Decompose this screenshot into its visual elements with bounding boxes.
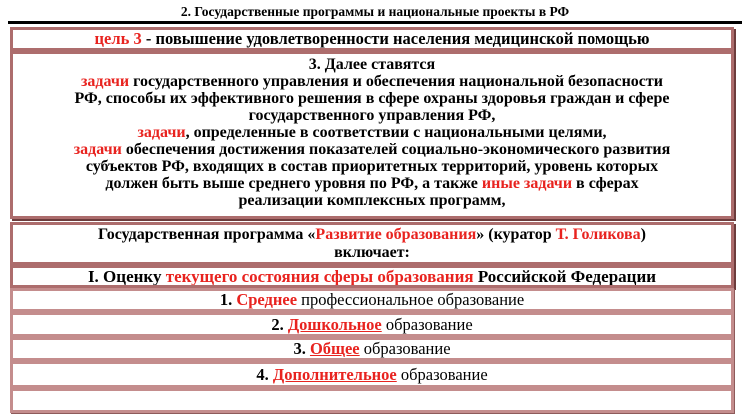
tasks-text: обеспечения достижения показателей социально-экономического развития [121, 141, 671, 158]
education-item [10, 312, 734, 337]
item-text: образование [381, 314, 473, 334]
item-keyword: Общее [309, 339, 360, 358]
item-keyword: Дошкольное [287, 314, 382, 334]
tasks-line: реализации комплексных программ, [238, 192, 506, 209]
program-text: ) [640, 225, 646, 243]
tasks-text: , определенные в соответствии с национальными целями, [185, 124, 607, 141]
task-keyword: задачи [81, 73, 130, 90]
tasks-heading: 3. Далее ставятся [308, 56, 436, 73]
assessment-panel [10, 265, 734, 288]
tasks-text: в сферах [572, 175, 639, 192]
item-keyword: Среднее [236, 290, 298, 309]
task-keyword: задачи [137, 124, 186, 141]
program-curator: Т. Голикова [555, 225, 641, 243]
slide-title: 2. Государственные программы и национальные проекты в РФ [180, 4, 570, 19]
tasks-line: РФ, способы их эффективного решения в сфере охраны здоровья граждан и сфере [74, 90, 670, 107]
item-keyword: Дополнительное [272, 364, 397, 384]
education-item [10, 337, 734, 361]
tasks-line [13, 175, 731, 192]
item-number: 2. [271, 314, 288, 334]
program-line [13, 226, 731, 244]
empty-panel [10, 388, 734, 413]
goal-panel [10, 27, 734, 51]
item-number: 4. [256, 364, 273, 384]
tasks-line [13, 141, 731, 158]
task-keyword: иные задачи [481, 175, 573, 192]
item-text: профессиональное образование [297, 290, 525, 309]
education-item [10, 361, 734, 388]
tasks-line: государственного управления РФ, [248, 107, 496, 124]
program-name: Развитие образования [315, 225, 477, 243]
title-rule [8, 21, 742, 24]
item-number: 1. [219, 290, 237, 309]
tasks-text: должен быть выше среднего уровня по РФ, а также [105, 175, 482, 192]
program-panel [10, 222, 734, 265]
item-text: образование [396, 364, 488, 384]
goal-label: цель 3 [94, 29, 142, 48]
tasks-line: субъектов РФ, входящих в состав приоритетных территорий, уровень которых [85, 158, 659, 175]
task-keyword: задачи [73, 141, 122, 158]
assessment-text: Российской Федерации [473, 266, 657, 286]
tasks-text: государственного управления и обеспечения национальной безопасности [129, 73, 663, 90]
tasks-line [13, 73, 731, 90]
item-text: образование [359, 339, 451, 358]
goal-text: - повышение удовлетворенности населения медицинской помощью [141, 29, 650, 48]
program-line: включает: [334, 243, 410, 261]
program-text: Государственная программа « [98, 225, 316, 243]
tasks-line [13, 124, 731, 141]
item-number: 3. [293, 339, 310, 358]
education-item [10, 288, 734, 312]
tasks-panel [10, 51, 734, 219]
program-text: » (куратор [476, 225, 556, 243]
assessment-keyword: текущего состояния сферы образования [165, 266, 474, 286]
assessment-text: I. Оценку [87, 266, 166, 286]
